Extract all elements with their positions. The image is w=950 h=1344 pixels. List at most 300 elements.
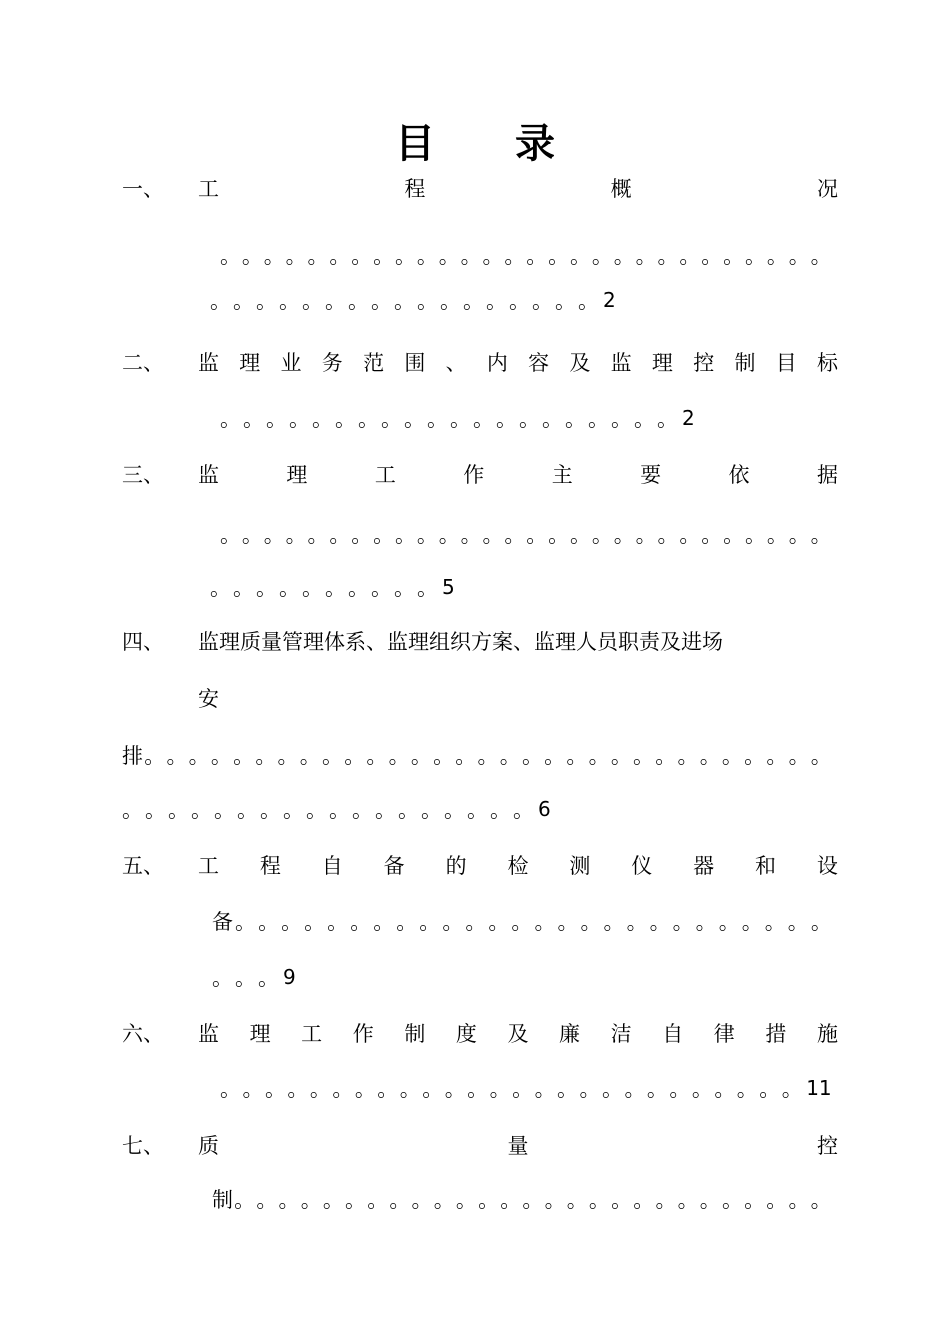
leader-dot: 。: [490, 798, 511, 822]
leader-dot: 。: [460, 523, 482, 547]
leader-dot: 。: [570, 244, 591, 268]
leader-dot: 。: [788, 244, 810, 268]
leader-dot: 。: [417, 576, 438, 600]
leader-dot: 。: [788, 744, 810, 768]
toc-title-char: 量: [507, 1134, 529, 1158]
leader-dot: 。: [260, 798, 281, 822]
leader-dot: 。: [788, 523, 810, 547]
leader-dot: 。: [455, 1188, 477, 1212]
toc-title-char: 自: [321, 854, 343, 878]
leader-dot: 。: [255, 744, 277, 768]
leader-dot: 。: [371, 289, 392, 313]
toc-leader-dots: [210, 285, 616, 315]
leader-dot: 。: [309, 1077, 331, 1101]
leader-dot: 。: [764, 910, 786, 934]
toc-title-char: 理: [249, 1022, 271, 1046]
leader-dot: 。: [486, 289, 507, 313]
leader-dot: 。: [565, 407, 586, 431]
leader-dot: 。: [395, 244, 416, 268]
leader-dot: 。: [744, 1188, 766, 1212]
toc-entry-title: [198, 170, 838, 206]
leader-dot: 。: [669, 1077, 691, 1101]
leader-dot: 。: [655, 1188, 677, 1212]
leader-dot: 。: [534, 1077, 556, 1101]
leader-dot: 。: [214, 798, 235, 822]
toc-entry-number: 二、: [122, 351, 164, 375]
toc-leader-dots: [210, 572, 455, 602]
leader-dot: 。: [373, 523, 395, 547]
leader-dot: 。: [611, 407, 632, 431]
toc-title-char: 依: [728, 463, 750, 487]
leader-dot: 。: [766, 744, 788, 768]
toc-title-char: 围: [404, 351, 426, 375]
leader-dot: 。: [699, 744, 721, 768]
leader-dot: 。: [557, 910, 579, 934]
toc-title-char: 主: [551, 463, 573, 487]
toc-entry-title: [198, 1127, 838, 1163]
leader-dot: 。: [332, 1077, 354, 1101]
toc-entry-number: 四、: [122, 630, 164, 654]
leader-dot: 。: [513, 798, 534, 822]
toc-page-number: 9: [283, 965, 296, 989]
leader-dot: 。: [366, 744, 388, 768]
toc-title-char: 容: [528, 351, 550, 375]
leader-dot: 。: [810, 744, 832, 768]
toc-title-char: 范: [363, 351, 385, 375]
leader-dot: 。: [345, 1188, 367, 1212]
leader-dot: 。: [657, 407, 678, 431]
leader-dot: 。: [504, 523, 526, 547]
leader-dot: 。: [635, 523, 657, 547]
leader-dot: 。: [312, 407, 333, 431]
toc-title-char: 洁: [610, 1022, 632, 1046]
leader-dot: 。: [329, 798, 350, 822]
leader-dot: 。: [242, 1077, 264, 1101]
toc-entry-title: [198, 344, 838, 380]
leader-dot: 。: [381, 407, 402, 431]
leader-dot: 。: [256, 1188, 278, 1212]
leader-dot: 。: [460, 244, 482, 268]
leader-dot: 。: [191, 798, 212, 822]
leader-dot: 。: [633, 744, 655, 768]
leader-dot: 。: [626, 910, 648, 934]
leader-dot: 。: [578, 289, 599, 313]
toc-title-char: 监: [198, 1022, 219, 1046]
leader-dot: 。: [410, 744, 432, 768]
leader-dot: 。: [243, 407, 264, 431]
leader-dot: 。: [263, 244, 285, 268]
leader-dot: 。: [285, 244, 307, 268]
leader-dot: 。: [388, 744, 410, 768]
toc-title-char: 制: [734, 351, 756, 375]
leader-dot: 。: [477, 744, 499, 768]
leader-dot: 。: [745, 244, 766, 268]
toc-leader-dots: [220, 1073, 832, 1103]
leader-dot: 。: [509, 289, 530, 313]
toc-entry-number: 五、: [122, 854, 164, 878]
leader-dot: 。: [557, 1077, 579, 1101]
leader-dot: 。: [810, 244, 832, 268]
leader-dot: 。: [235, 966, 256, 990]
toc-page-number: 5: [442, 575, 455, 599]
leader-dot: 。: [444, 1077, 466, 1101]
leader-dot: 。: [327, 910, 349, 934]
toc-entry-number: 三、: [122, 463, 164, 487]
leader-dot: 。: [417, 289, 438, 313]
toc-title-char: 务: [321, 351, 343, 375]
leader-dot: 。: [325, 289, 346, 313]
leader-dot: 。: [256, 576, 277, 600]
toc-title-char: 作: [463, 463, 485, 487]
toc-title-tail: 制: [212, 1188, 233, 1212]
leader-dot: 。: [519, 407, 540, 431]
leader-dot: 。: [657, 523, 679, 547]
leader-dot: 。: [603, 910, 625, 934]
leader-dot: 。: [433, 1188, 455, 1212]
leader-dot: 。: [601, 1077, 623, 1101]
leader-dot: 。: [463, 289, 484, 313]
toc-title-char: 工: [198, 177, 219, 201]
leader-dot: 。: [544, 1188, 566, 1212]
leader-dot: 。: [718, 910, 740, 934]
toc-entry-number: 六、: [122, 1022, 164, 1046]
leader-dot: 。: [304, 910, 326, 934]
toc-title-char: 工: [374, 463, 396, 487]
toc-page-number: 11: [806, 1076, 832, 1100]
leader-dot: 。: [714, 1077, 736, 1101]
toc-leader-dots: [212, 962, 300, 992]
leader-dot: 。: [419, 910, 441, 934]
leader-dot: 。: [398, 798, 419, 822]
toc-title-char: 制: [404, 1022, 426, 1046]
toc-entry-title: [198, 456, 838, 492]
leader-dot: 。: [367, 1188, 389, 1212]
leader-dot: 。: [555, 289, 576, 313]
leader-dot: 。: [532, 289, 553, 313]
leader-dot: 。: [677, 1188, 699, 1212]
leader-dot: 。: [302, 289, 323, 313]
leader-dot: 。: [721, 744, 743, 768]
leader-dot: 。: [588, 407, 609, 431]
leader-dot: 。: [500, 1188, 522, 1212]
leader-dot: 。: [610, 744, 632, 768]
leader-dot: 。: [570, 523, 591, 547]
leader-dot: 。: [258, 966, 279, 990]
leader-dot: 。: [350, 910, 372, 934]
leader-dot: 。: [655, 744, 677, 768]
leader-dot: 。: [306, 798, 327, 822]
leader-dot: 。: [351, 523, 373, 547]
leader-dot: 。: [351, 244, 373, 268]
leader-dot: 。: [266, 407, 287, 431]
toc-title-char: 及: [507, 1022, 529, 1046]
leader-dot: 。: [371, 576, 392, 600]
leader-dot: 。: [329, 523, 351, 547]
leader-dot: 。: [256, 289, 277, 313]
leader-dot: 。: [348, 289, 369, 313]
leader-dot: 。: [522, 1188, 544, 1212]
leader-dot: 。: [504, 244, 526, 268]
toc-title-char: 的: [445, 854, 467, 878]
leader-dot: 。: [279, 289, 300, 313]
leader-dot: 。: [544, 744, 566, 768]
leader-dot: 。: [285, 523, 307, 547]
leader-dot: 。: [241, 523, 263, 547]
toc-title-char: 目: [395, 119, 435, 167]
leader-dot: 。: [404, 407, 425, 431]
leader-dot: 。: [335, 407, 356, 431]
leader-dot: 。: [499, 744, 521, 768]
toc-leader-dots: [122, 740, 832, 770]
leader-dot: 。: [588, 744, 610, 768]
leader-dot: 。: [810, 523, 832, 547]
toc-title-char: 备: [383, 854, 405, 878]
leader-dot: 。: [745, 523, 766, 547]
leader-dot: 。: [416, 523, 438, 547]
toc-entry-number: 七、: [122, 1134, 164, 1158]
leader-dot: 。: [422, 1077, 444, 1101]
leader-dot: 。: [281, 910, 303, 934]
leader-dot: 。: [220, 523, 241, 547]
leader-dot: 。: [482, 523, 504, 547]
toc-title-char: 施: [816, 1022, 838, 1046]
toc-title-char: 监: [198, 463, 219, 487]
toc-title-char: 仪: [631, 854, 653, 878]
leader-dot: 。: [511, 910, 533, 934]
leader-dot: 。: [399, 1077, 421, 1101]
leader-dot: 。: [701, 523, 723, 547]
toc-title-char: 自: [662, 1022, 684, 1046]
leader-dot: 。: [373, 910, 395, 934]
leader-dot: 。: [741, 910, 763, 934]
leader-dot: 。: [329, 244, 351, 268]
toc-title-char: 设: [816, 854, 838, 878]
leader-dot: 。: [444, 798, 465, 822]
leader-dot: 。: [394, 289, 415, 313]
toc-title-char: 内: [486, 351, 508, 375]
leader-dot: 。: [438, 523, 460, 547]
leader-dot: 。: [233, 576, 254, 600]
leader-dot: 。: [278, 1188, 300, 1212]
leader-dot: 。: [482, 244, 504, 268]
toc-page-number: 2: [603, 288, 616, 312]
leader-dot: 。: [736, 1077, 758, 1101]
leader-dot: 。: [588, 1188, 610, 1212]
toc-entry-title: [198, 1015, 838, 1051]
toc-leader-dots: [220, 519, 832, 549]
leader-dot: 。: [352, 798, 373, 822]
leader-dot: 。: [438, 244, 460, 268]
leader-dot: 。: [478, 1188, 500, 1212]
leader-dot: 。: [279, 576, 300, 600]
leader-dot: 。: [220, 1077, 241, 1101]
toc-title-char: 要: [640, 463, 662, 487]
leader-dot: 。: [766, 1188, 788, 1212]
leader-dot: 。: [677, 744, 699, 768]
leader-dot: 。: [375, 798, 396, 822]
leader-dot: 。: [672, 910, 694, 934]
leader-dot: 。: [548, 244, 570, 268]
leader-dot: 。: [721, 1188, 743, 1212]
toc-title-char: 程: [404, 177, 426, 201]
toc-leader-dots: [212, 1184, 832, 1214]
leader-dot: 。: [450, 407, 471, 431]
toc-page-number: 2: [682, 406, 695, 430]
toc-title-char: 理: [651, 351, 673, 375]
toc-entry-number: 一、: [122, 177, 164, 201]
leader-dot: 。: [512, 1077, 534, 1101]
leader-dot: 。: [145, 798, 166, 822]
leader-dot: 。: [358, 407, 379, 431]
leader-dot: 。: [220, 407, 241, 431]
toc-title-char: 检: [507, 854, 529, 878]
leader-dot: 。: [489, 1077, 511, 1101]
leader-dot: 。: [307, 523, 329, 547]
leader-dot: 。: [657, 244, 679, 268]
leader-dot: 。: [166, 744, 188, 768]
leader-dot: 。: [321, 744, 343, 768]
toc-title-char: 目: [775, 351, 797, 375]
leader-dot: 。: [699, 1188, 721, 1212]
leader-dot: 。: [233, 289, 254, 313]
toc-title-char: 业: [280, 351, 302, 375]
leader-dot: 。: [691, 1077, 713, 1101]
leader-dot: 。: [679, 244, 701, 268]
toc-title-char: 质: [198, 1134, 219, 1158]
leader-dot: 。: [440, 289, 461, 313]
leader-dot: 。: [289, 407, 310, 431]
leader-dot: 。: [526, 244, 548, 268]
toc-title-char: 据: [816, 463, 838, 487]
toc-title-char: 控: [693, 351, 715, 375]
leader-dot: 。: [580, 910, 602, 934]
leader-dot: 。: [283, 798, 304, 822]
toc-title-char: 律: [713, 1022, 735, 1046]
leader-dot: 。: [566, 744, 588, 768]
toc-title-char: 、: [445, 351, 467, 375]
leader-dot: 。: [395, 523, 416, 547]
leader-dot: 。: [188, 744, 210, 768]
toc-page-number: 6: [538, 797, 551, 821]
leader-dot: 。: [624, 1077, 646, 1101]
leader-dot: 。: [287, 1077, 309, 1101]
leader-dot: 。: [496, 407, 517, 431]
leader-dot: 。: [810, 910, 832, 934]
leader-dot: 。: [212, 966, 233, 990]
toc-leader-dots: [220, 240, 832, 270]
toc-title-char: 监: [610, 351, 632, 375]
leader-dot: 。: [210, 744, 232, 768]
leader-dot: 。: [467, 798, 488, 822]
leader-dot: 。: [416, 244, 438, 268]
leader-dot: 。: [759, 1077, 781, 1101]
toc-title-char: 工: [198, 854, 219, 878]
leader-dot: 。: [210, 576, 231, 600]
toc-title-char: 程: [259, 854, 281, 878]
leader-dot: 。: [122, 798, 143, 822]
toc-title-char: 及: [569, 351, 591, 375]
toc-entry-title: 监理质量管理体系、监理组织方案、监理人员职责及进场: [198, 630, 723, 654]
toc-title-char: 控: [817, 1134, 838, 1158]
toc-title-char: 况: [816, 177, 838, 201]
toc-leader-dots: [122, 794, 550, 824]
leader-dot: 。: [168, 798, 189, 822]
leader-dot: 。: [258, 910, 280, 934]
leader-dot: 。: [701, 244, 723, 268]
leader-dot: 。: [354, 1077, 376, 1101]
leader-dot: 。: [302, 576, 323, 600]
leader-dot: 。: [235, 910, 257, 934]
toc-title-char: 器: [693, 854, 715, 878]
leader-dot: 。: [542, 407, 563, 431]
leader-dot: 。: [377, 1077, 399, 1101]
leader-dot: 。: [427, 407, 448, 431]
leader-dot: 。: [442, 910, 464, 934]
leader-dot: 。: [591, 244, 613, 268]
toc-title-char: 监: [198, 351, 219, 375]
toc-title-char: 理: [286, 463, 308, 487]
leader-dot: 。: [679, 523, 701, 547]
leader-dot: 。: [649, 910, 671, 934]
leader-dot: 。: [613, 244, 635, 268]
toc-title-tail: 备: [212, 910, 233, 934]
leader-dot: 。: [325, 576, 346, 600]
leader-dot: 。: [348, 576, 369, 600]
leader-dot: 。: [465, 910, 487, 934]
toc-leader-dots: [212, 906, 832, 936]
leader-dot: 。: [591, 523, 613, 547]
leader-dot: 。: [723, 244, 745, 268]
leader-dot: 。: [723, 523, 745, 547]
toc-title-char: 廉: [559, 1022, 581, 1046]
leader-dot: 。: [526, 523, 548, 547]
leader-dot: 。: [521, 744, 543, 768]
leader-dot: 。: [144, 744, 166, 768]
toc-title-char: 测: [569, 854, 591, 878]
leader-dot: 。: [467, 1077, 489, 1101]
leader-dot: 。: [566, 1188, 588, 1212]
leader-dot: 。: [788, 1188, 810, 1212]
leader-dot: 。: [344, 744, 366, 768]
leader-dot: 。: [277, 744, 299, 768]
leader-dot: 。: [613, 523, 635, 547]
leader-dot: 。: [633, 1188, 655, 1212]
leader-dot: 。: [396, 910, 418, 934]
toc-title-char: 作: [352, 1022, 374, 1046]
leader-dot: 。: [233, 744, 255, 768]
toc-title-tail: 排: [122, 744, 143, 768]
leader-dot: 。: [611, 1188, 633, 1212]
leader-dot: 。: [263, 523, 285, 547]
leader-dot: 。: [766, 244, 788, 268]
leader-dot: 。: [264, 1077, 286, 1101]
leader-dot: 。: [473, 407, 494, 431]
leader-dot: 。: [488, 910, 510, 934]
toc-title-char: 理: [239, 351, 261, 375]
leader-dot: 。: [634, 407, 655, 431]
leader-dot: 。: [394, 576, 415, 600]
leader-dot: 。: [787, 910, 809, 934]
leader-dot: 。: [744, 744, 766, 768]
leader-dot: 。: [220, 244, 241, 268]
toc-title-char: 录: [515, 119, 555, 167]
leader-dot: 。: [810, 1188, 832, 1212]
toc-title-char: 工: [301, 1022, 323, 1046]
toc-title-char: 和: [755, 854, 777, 878]
toc-title-char: 度: [455, 1022, 477, 1046]
leader-dot: 。: [579, 1077, 601, 1101]
toc-title-char: 概: [610, 177, 632, 201]
